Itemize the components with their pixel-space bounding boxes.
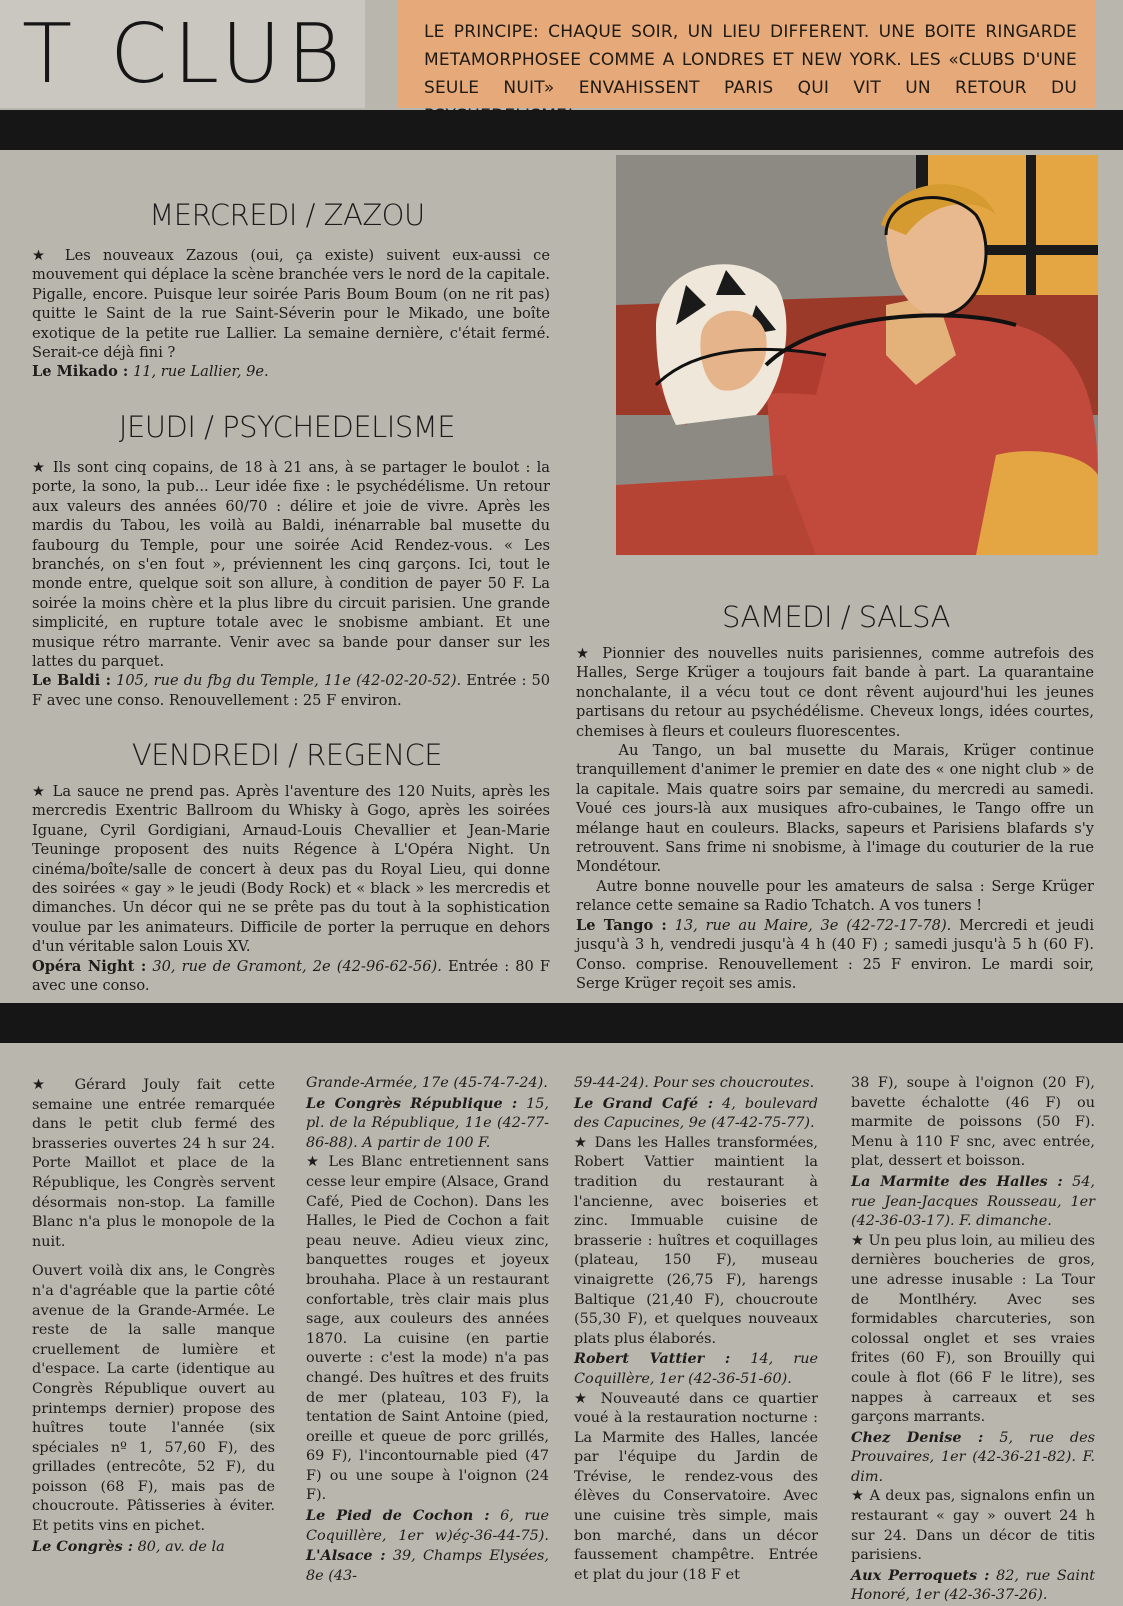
column-1-para-1: ★ Gérard Jouly fait cette semaine une entrée remarquée dans le petit club fermé des brasseries ouvertes 24 h sur 24. Porte Maillot et place de la République, les Congrès servent désormais non-stop. La famille Blanc n'a plus le monopole de la nuit. [32,1077,275,1250]
venue-name: Chez Denise : [851,1428,984,1446]
intro-box [398,0,1095,108]
article-vendredi-text: La sauce ne prend pas. Après l'aventure des 120 Nuits, après les mercredis Exentric Ballroom du Whisky à Gogo, après les soirées Iguane, Cyril Gordigiani, Arnaud-Louis Chevallier et Jean-Marie Teuninge proposent des nuits Régence à L'Opéra Night. Un cinéma/boîte/salle de concert à deux pas du Royal Lieu, qui donne des soirées « gay » le jeudi (Body Rock) et « black » les mercredis et dimanches. Un décor qui ne se prête pas du tout à la sophistication voulue par les animateurs. Difficile de porter la perruque en dehors d'un véritable salon Louis XV. [32,783,550,956]
middle-divider-bar [0,1003,1123,1043]
venue-address: 82, rue Saint Honoré, 1er (42-36-37-26). [851,1567,1096,1604]
section-title-samedi: SAMEDI / SALSA [722,600,950,634]
article-jeudi-text: Ils sont cinq copains, de 18 à 21 ans, à se partager le boulot : la porte, la sono, la pub... Leur idée fixe : le psychédélisme. Un retour aux valeurs des années 60/70 : délire et joie de vivre. Après les mardis du Tabou, les voilà au Baldi, inénarrable bal musette du faubourg du Temple, pour une soirée Acid Rendez-vous. « Les branchés, on s'en fout », préviennent les cinq garçons. Ici, tout le monde entre, quelque soit son allure, à condition de payer 50 F. La soirée la moins chère et la plus libre du circuit parisien. Une grande simplicité, en rupture totale avec le snobisme ambiant. Et une musique rétro marrante. Venir avec sa bande pour danser sur les lattes du parquet. [32,459,551,671]
venue-address: 4, boulevard des Capucines, 9e (47-42-75-77). [574,1095,818,1132]
star-icon: ★ [32,783,47,800]
section-title-jeudi: JEUDI / PSYCHEDELISME [118,410,456,444]
column-2 [306,1074,549,1586]
venue-address: 30, rue de Gramont, 2e (42-96-62-56). [152,957,442,975]
star-icon: ★ [576,645,594,662]
section-title-vendredi: VENDREDI / REGENCE [131,738,443,772]
masthead [0,0,365,108]
intro-text: LE PRINCIPE: CHAQUE SOIR, UN LIEU DIFFERENT. UNE BOITE RINGARDE METAMORPHOSEE COMME A LONDRES ET NEW YORK. LES «CLUBS D'UNE SEULE NUIT» ENVAHISSENT PARIS QUI VIT UN RETOUR DU [424,22,1077,98]
column-4-para-3: ★ A deux pas, signalons enfin un restaurant « gay » ouvert 24 h sur 24. Dans un décor de titis parisiens. [851,1488,1095,1564]
venue-address: 5, rue des Prouvaires, 1er (42-36-21-82). F. dim. [851,1429,1095,1485]
column-2-para-1: ★ Les Blanc entretiennent sans cesse leur empire (Alsace, Grand Café, Pied de Cochon). Dans les Halles, le Pied de Cochon a fait peau neuve. Adieu vieux zinc, banquettes rouges et joyeux brouhaha. Place à un restaurant confortable, très clair mais plus sage, aux couleurs des années 1870. La cuisine (en partie ouverte : c'est la mode) n'a pas changé. Des huîtres et des fruits de mer (plateau, 103 F), la tentation de Saint Antoine (pied, oreille et queue de porc grillés, 69 F), l'incontournable pied (47 F) ou une soupe à l'oignon (24 F). [306,1154,549,1504]
venue-name: Le Congrès : [32,1537,134,1555]
venue-info: Mercredi et jeudi jusqu'à 3 h, vendredi jusqu'à 4 h (40 F) ; samedi jusqu'à 5 h (60 F). Conso. comprise. Renouvellement : 25 F environ. Le mardi soir, Serge Krüger reçoit ses amis. [576,916,1095,992]
column-4-para-2: ★ Un peu plus loin, au milieu des dernières boucheries de gros, une adresse inusable : La Tour de Montlhéry. Avec ses formidables charcuteries, son colossal onglet et ses vraies frites (60 F), son Brouilly qui coule à flot (66 F le litre), ses nappes à carreaux et ses garçons marrants. [851,1232,1095,1426]
venue-name: L'Alsace : [306,1547,386,1565]
column-4-para-1: 38 F), soupe à l'oignon (20 F), bavette échalotte (46 F) ou marmite de poissons (50 F). Menu à 110 F snc, avec entrée, plat, dessert et boisson. [851,1075,1095,1170]
illustration-couple [616,155,1098,555]
column-3 [574,1074,818,1585]
venue-name: La Marmite des Halles : [851,1172,1063,1190]
venue-address: 15, pl. de la République, 11e (42-77-86-88). A partir de 100 F. [306,1095,549,1151]
venue-info: Entrée : 80 F avec une conso. [32,957,550,995]
venue-name: Le Grand Café : [574,1094,714,1112]
article-samedi-p2: Au Tango, un bal musette du Marais, Krüger continue tranquillement d'animer le premier en date des « one night club » de la capitale. Mais quatre soirs par semaine, du mercredi au samedi. Voué ces jours-là aux musiques afro-cubaines, le Tango offre un mélange haut en couleurs. Blacks, sapeurs et Parisiens blafards s'y retrouvent. Sans frime ni snobisme, à l'image du couturier de la rue Mondétour. [576,742,1094,876]
article-vendredi [32,782,550,995]
column-3-para-2: ★ Nouveauté dans ce quartier voué à la restauration nocturne : La Marmite des Halles, lancée par l'équipe du Jardin de Trévise, le rendez-vous des élèves du Conservatoire. Avec une cuisine très simple, mais bon marché, dans un décor faussement champêtre. Entrée et plat du jour (18 F et [574,1390,818,1583]
article-samedi-p3: Autre bonne nouvelle pour les amateurs de salsa : Serge Krüger relance cette semaine sa Radio Tchatch. A vos tuners ! [576,877,1094,915]
venue-address: 6, rue Coquillère, 1er w)éç-36-44-75). [306,1508,550,1544]
venue-name: Le Congrès République : [306,1094,518,1112]
page-title: T CLUB [22,7,347,102]
venue-name: Le Mikado : [32,363,129,381]
venue-name: Le Baldi : [32,672,112,690]
venue-address: 80, av. de la [137,1538,225,1555]
column-1 [32,1076,275,1557]
column-4 [851,1074,1095,1606]
article-mercredi [32,246,550,382]
article-mercredi-text: Les nouveaux Zazous (oui, ça existe) suivent eux-aussi ce mouvement qui déplace la scène branchée vers le nord de la capitale. Pigalle, encore. Puisque leur soirée Paris Boum Boum (on ne rit pas) quitte le Saint de la rue Saint-Séverin pour le Mikado, une boîte exotique de la petite rue Lallier. La semaine dernière, c'était fermé. Serait-ce déjà fini ? [32,247,550,362]
venue-address: 13, rue au Maire, 3e (42-72-17-78). [674,916,952,934]
venue-address: 105, rue du fbg du Temple, 11e (42-02-20-52). [116,672,462,690]
article-jeudi [32,458,550,710]
venue-name: Opéra Night : [32,957,147,975]
venue-name: Robert Vattier : [574,1350,731,1368]
star-icon: ★ [32,459,47,476]
venue-address: Grande-Armée, 17e (45-74-7-24). [306,1075,548,1091]
star-icon: ★ [32,247,53,264]
venue-address: 59-44-24). Pour ses choucroutes. [574,1075,815,1091]
venue-name: Le Pied de Cochon : [306,1507,490,1525]
venue-info: Entrée : 50 F avec une conso. Renouvellement : 25 F environ. [32,672,551,709]
article-samedi-p1: Pionnier des nouvelles nuits parisiennes, comme autrefois des Halles, Serge Krüger a toujours fait bande à part. La quarantaine nonchalante, il a vécu tout ce dont rêvent aujourd'hui les jeunes partisans du retour au psychédélisme. Cheveux longs, idées courtes, chemises à fleurs et couleurs fluorescentes. [576,645,1094,740]
venue-address: 11, rue Lallier, 9e. [132,363,269,381]
venue-address: 14, rue Coquillère, 1er (42-36-51-60). [574,1351,819,1387]
venue-address: 54, rue Jean-Jacques Rousseau, 1er (42-36-03-17). F. dimanche. [851,1173,1095,1230]
column-1-para-2: Ouvert voilà dix ans, le Congrès n'a d'agréable que la partie côté avenue de la Grande-Armée. Le reste de la salle manque cruellement de lumière et d'espace. La carte (identique au Congrès République ouvert au printemps dernier) propose des huîtres toute l'année (six spéciales nº 1, 57,60 F), des grillades (entrecôte, 52 F), du poisson (68 F), mais pas de choucroute. Pâtisseries à éviter. Et petits vins en pichet. [32,1263,275,1535]
article-samedi [576,644,1094,993]
venue-name: Aux Perroquets : [851,1566,990,1584]
top-divider-bar [0,110,1123,150]
venue-name: Le Tango : [576,916,667,934]
column-3-para-1: ★ Dans les Halles transformées, Robert Vattier maintient la tradition du restaurant à l'ancienne, avec boiseries et zinc. Immuable cuisine de brasserie : huîtres et coquillages (plateau, 150 F), museau vinaigrette (26,75 F), harengs Baltique (21,40 F), choucroute (55,30 F), et quelques nouveaux plats plus élaborés. [574,1134,818,1347]
venue-address: 39, Champs Elysées, 8e (43- [306,1548,549,1584]
section-title-mercredi: MERCREDI / ZAZOU [149,198,425,232]
